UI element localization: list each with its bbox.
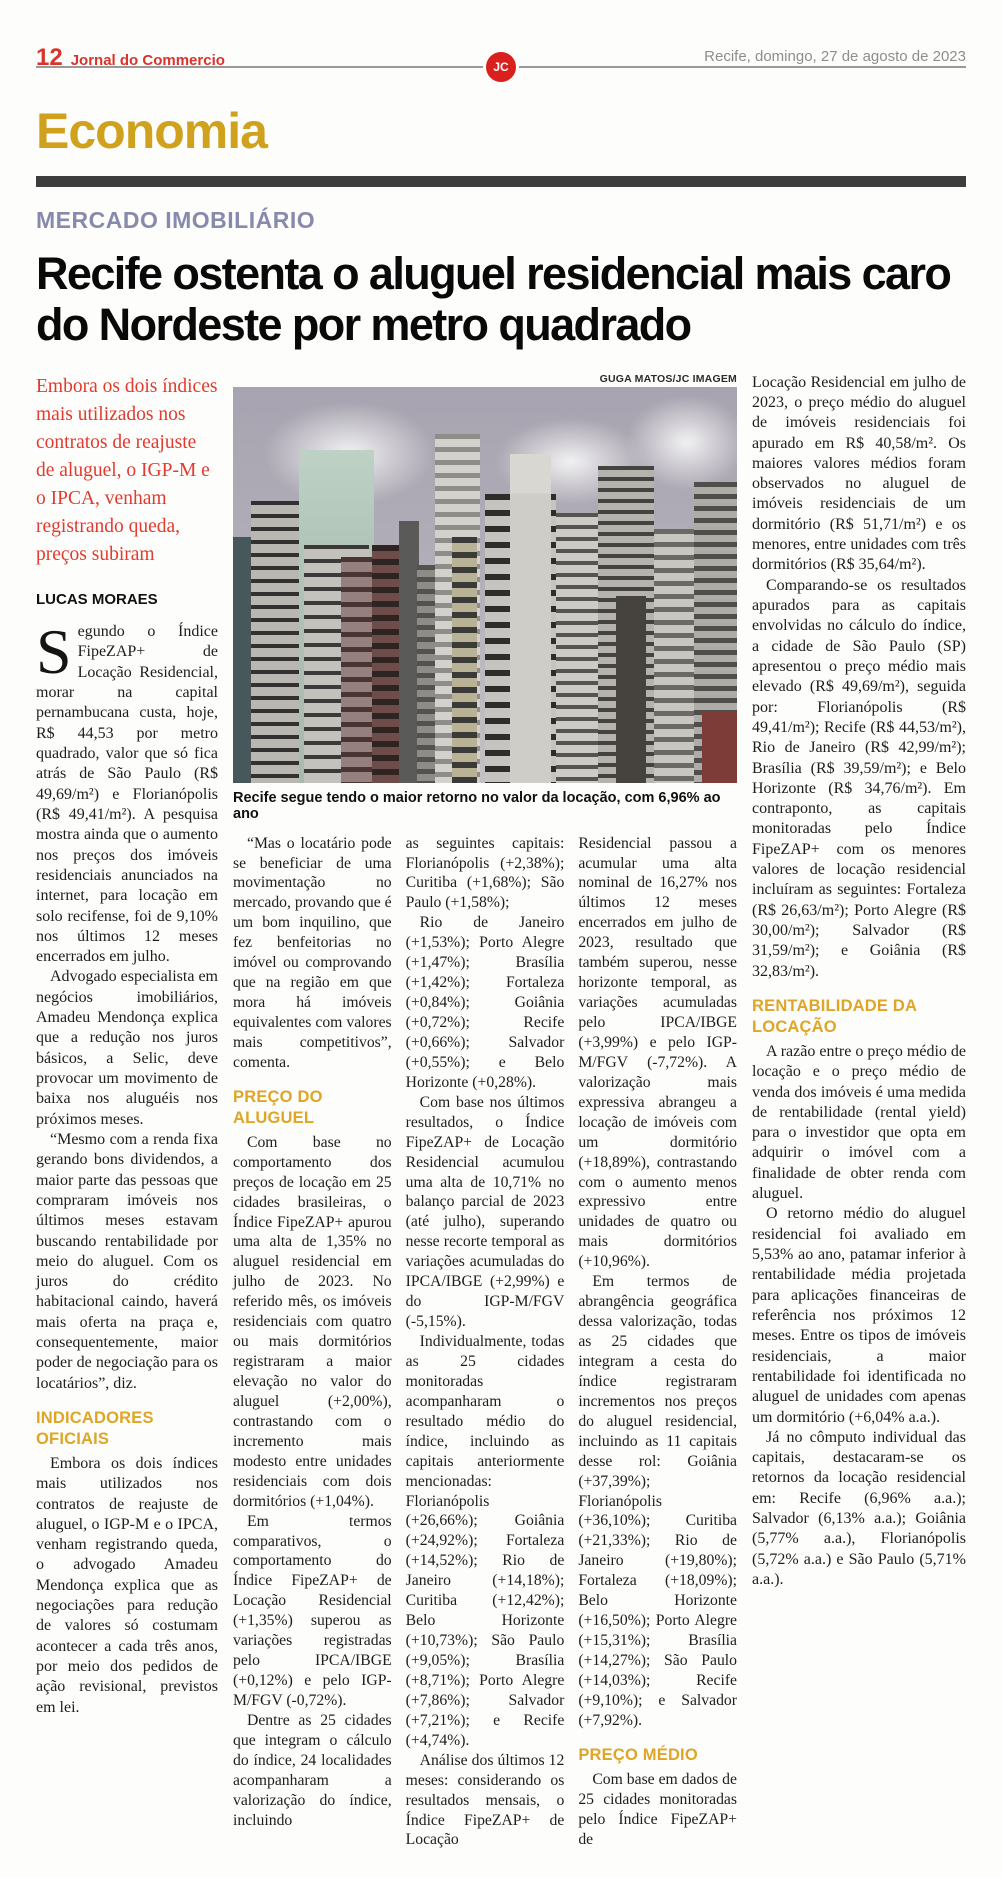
article-paragraph: A razão entre o preço médio de locação e o preço médio de venda dos imóveis é uma medida de rentabilidade (rental yield) para o investidor que opta em adquirir o imóvel com a finalidade de obter renda com aluguel. [752,1042,966,1203]
photo-credit: GUGA MATOS/JC IMAGEM [599,372,737,385]
recife-skyline-photo [233,387,737,783]
article-lead: Embora os dois índices mais utilizados nos contratos de reajuste de aluguel, o IGP-M e o IPCA, venham registrando queda, preços subiram [36,375,218,566]
article-paragraph: Locação Residencial em julho de 2023, o preço médio do aluguel de imóveis residenciais foi apurado em R$ 40,58/m². Os maiores valores médios foram observados no aluguel de imóveis residenciais de um dormitório (R$ 51,71/m²) e os menores, entre unidades com três dormitórios (R$ 35,64/m²). [752,373,966,574]
building [556,513,601,782]
article-paragraph: Residencial passou a acumular uma alta nominal de 16,27% nos últimos 12 meses encerrados em julho de 2023, resultado que também superou, nesse horizonte temporal, as variações acumuladas pelo IPCA/IBGE (+3,99%) e pelo IGP-M/FGV (-7,72%). A valorização mais expressiva abrangeu a locação de imóveis com um dormitório (+18,89%), contrastando com o aumento menos expressivo entre unidades de quatro ou mais dormitórios (+10,96%). [578,834,737,1271]
section-divider-bar [36,176,966,187]
middle-section [233,373,737,1851]
section-subhead: PREÇO MÉDIO [578,1745,698,1764]
article-paragraph: Dentre as 25 cidades que integram o cálculo do índice, 24 localidades acompanharam a valorização do índice, incluindo [233,1711,392,1829]
article-paragraph: Em termos comparativos, o comportamento do Índice FipeZAP+ de Locação Residencial (+1,35%) superou as variações registradas pelo IPCA/IBGE (+0,12%) e pelo IGP-M/FGV (-0,72%). [233,1512,392,1709]
section-subhead: INDICADORES OFICIAIS [36,1409,154,1448]
article-body [36,373,966,1851]
article-paragraph: as seguintes capitais: Florianópolis (+2,38%); Curitiba (+1,68%); São Paulo (+1,58%); [405,834,565,912]
date-line: Recife, domingo, 27 de agosto de 2023 [704,48,966,65]
article-paragraph: Com base em dados de 25 cidades monitoradas pelo Índice FipeZAP+ de [578,1770,737,1848]
page-number: 12 [36,44,63,71]
section-subhead: PREÇO DO ALUGUEL [233,1087,323,1127]
article-paragraph: Individualmente, todas as 25 cidades monitoradas acompanharam o resultado médio do índice, incluindo as capitais anteriormente mencionadas: Florianópolis (+26,66%); Goiânia (+24,92%); Fortaleza (+14,52%); Rio de Janeiro (+14,18%); Curitiba (+12,42%); Belo Horizonte (+10,73%); São Paulo (+9,05%); Brasília (+8,71%); Porto Alegre (+7,86%); Salvador (+7,21%); e Recife (+4,74%). [405,1333,565,1749]
newspaper-name: Jornal do Commercio [70,52,225,69]
article-headline: Recife ostenta o aluguel residencial mais caro do Nordeste por metro quadrado [36,248,951,351]
article-paragraph: Já no cômputo individual das capitais, destacaram-se os retornos da locação residencial em: Recife (6,96% a.a.); Salvador (6,13% a.a.); Goiânia (5,77% a.a.), Florianópolis (5,72% a.a.) e São Paulo (5,71% a.a.). [752,1428,966,1588]
article-paragraph: Rio de Janeiro (+1,53%); Porto Alegre (+1,47%); Brasília (+1,42%); Fortaleza (+0,84%); Goiânia (+0,72%); Recife (+0,66%); Salvador (+0,55%); e Belo Horizonte (+0,28%). [405,914,565,1091]
article-paragraph: Análise dos últimos 12 meses: considerando os resultados mensais, o Índice FipeZAP+ de Locação [405,1751,565,1849]
column-5-text [752,373,966,1851]
building [654,529,697,782]
masthead [36,30,966,88]
building [616,596,646,782]
jc-logo-icon: JC [486,52,516,82]
building [510,454,550,783]
article-paragraph: Com base no comportamento dos preços de locação em 25 cidades brasileiras, o Índice FipeZAP+ apurou uma alta de 1,35% no aluguel residencial em julho de 2023. No referido mês, os imóveis residenciais com quatro ou mais dormitórios registraram a maior elevação no valor do aluguel (+2,00%), contrastando com o incremento mais modesto entre unidades residenciais com dois dormitórios (+1,04%). [233,1133,392,1510]
column-1-text [36,616,218,1718]
article-paragraph: Embora os dois índices mais utilizados nos contratos de reajuste de aluguel, o IGP-M e o IPCA, venham registrando queda, o advogado Amadeu Mendonça explica que as negociações para redução de valores só costumam acontecer a cada três anos, por meio dos pedidos de ação revisional, previstos em lei. [36,1454,218,1716]
article-paragraph: Com base nos últimos resultados, o Índice FipeZAP+ de Locação Residencial acumulou uma alta de 10,71% no balanço parcial de 2023 (até julho), superando nesse recorte temporal as variações acumuladas do IPCA/IBGE (+2,99%) e do IGP-M/FGV (-5,15%). [405,1093,565,1331]
drop-cap: S [36,616,72,688]
masthead-left [36,44,225,72]
building [341,557,374,783]
article-paragraph: Em termos de abrangência geográfica dessa valorização, todas as 25 cidades que integram a cesta do índice registraram incrementos nos preços do aluguel residencial, incluindo as 11 capitais desse rol: Goiânia (+37,39%); Florianópolis (+36,10%); Curitiba (+21,33%); Rio de Janeiro (+19,80%); Fortaleza (+18,09%); Belo Horizonte (+16,50%); Porto Alegre (+15,31%); Brasília (+14,27%); São Paulo (+14,03%); Recife (+9,10%); e Salvador (+7,92%). [578,1273,737,1729]
byline: LUCAS MORAES [36,591,158,609]
building [452,537,477,783]
middle-columns [233,834,737,1851]
article-paragraph: “Mas o locatário pode se beneficiar de uma movimentação no mercado, provando que é um bom inquilino, que fez benfeitorias no imóvel ou comprovando que na região em que mora há imóveis equivalentes com valores mais competitivos”, comenta. [233,834,392,1071]
building [702,711,737,782]
article-kicker: MERCADO IMOBILIÁRIO [36,207,316,233]
article-paragraph: Advogado especialista em negócios imobiliários, Amadeu Mendonça explica que a redução nos juros básicos, a Selic, deve provocar um movimento de baixa nos aluguéis nos próximos meses. [36,968,218,1128]
column-1 [36,373,218,1851]
photo-caption: Recife segue tendo o maior retorno no valor da locação, com 6,96% ao ano [233,789,721,822]
article-paragraph: O retorno médio do aluguel residencial foi avaliado em 5,53% ao ano, patamar inferior à rentabilidade média projetada para aplicações financeiras de referência nos próximos 12 meses. Entre os tipos de imóveis residenciais, a maior rentabilidade foi identificada no aluguel de unidades com apenas um dormitório (+6,04% a.a.). [752,1205,966,1426]
column-4-text [578,834,737,1851]
column-3-text [406,834,565,1851]
article-paragraph-dropcap: Segundo o Índice FipeZAP+ de Locação Residencial, morar na capital pernambucana custa, hoje, R$ 44,53 por metro quadrado, valor que só fica atrás de São Paulo (R$ 49,69/m²) e Florianópolis (R$ 49,41/m²). A pesquisa mostra ainda que o aumento nos preços dos imóveis residenciais anunciados na internet, para locação em solo recifense, foi de 9,10% nos últimos 12 meses encerrados em julho. [36,616,218,966]
column-2-text [233,834,392,1851]
building [372,545,400,783]
section-subhead: RENTABILIDADE DA LOCAÇÃO [752,996,917,1036]
section-title: Economia [36,103,267,159]
article-paragraph: “Mesmo com a renda fixa gerando bons dividendos, a maior parte das pessoas que compraram imóveis nos últimos meses estavam buscando rentabilidade por meio do aluguel. Com os juros do crédito habitacional caindo, haverá mais oferta na praça e, consequentemente, maior poder de negociação para os locatários”, diz. [36,1130,218,1392]
article-paragraph: Comparando-se os resultados apurados para as capitais envolvidas no cálculo do índice, a cidade de São Paulo (SP) apresentou o preço médio mais elevado (R$ 49,69/m²), seguida por: Florianópolis (R$ 49,41/m²); Recife (R$ 44,53/m²), Rio de Janeiro (R$ 42,99/m²); Brasília (R$ 39,59/m²); e Belo Horizonte (R$ 34,76/m²). Em contraponto, as capitais monitoradas pelo Índice FipeZAP+ com os menores valores de locação residencial incluíram as seguintes: Fortaleza (R$ 26,63/m²); Porto Alegre (R$ 30,00/m²); Salvador (R$ 31,59/m²); e Goiânia (R$ 32,83/m²). [752,576,966,980]
